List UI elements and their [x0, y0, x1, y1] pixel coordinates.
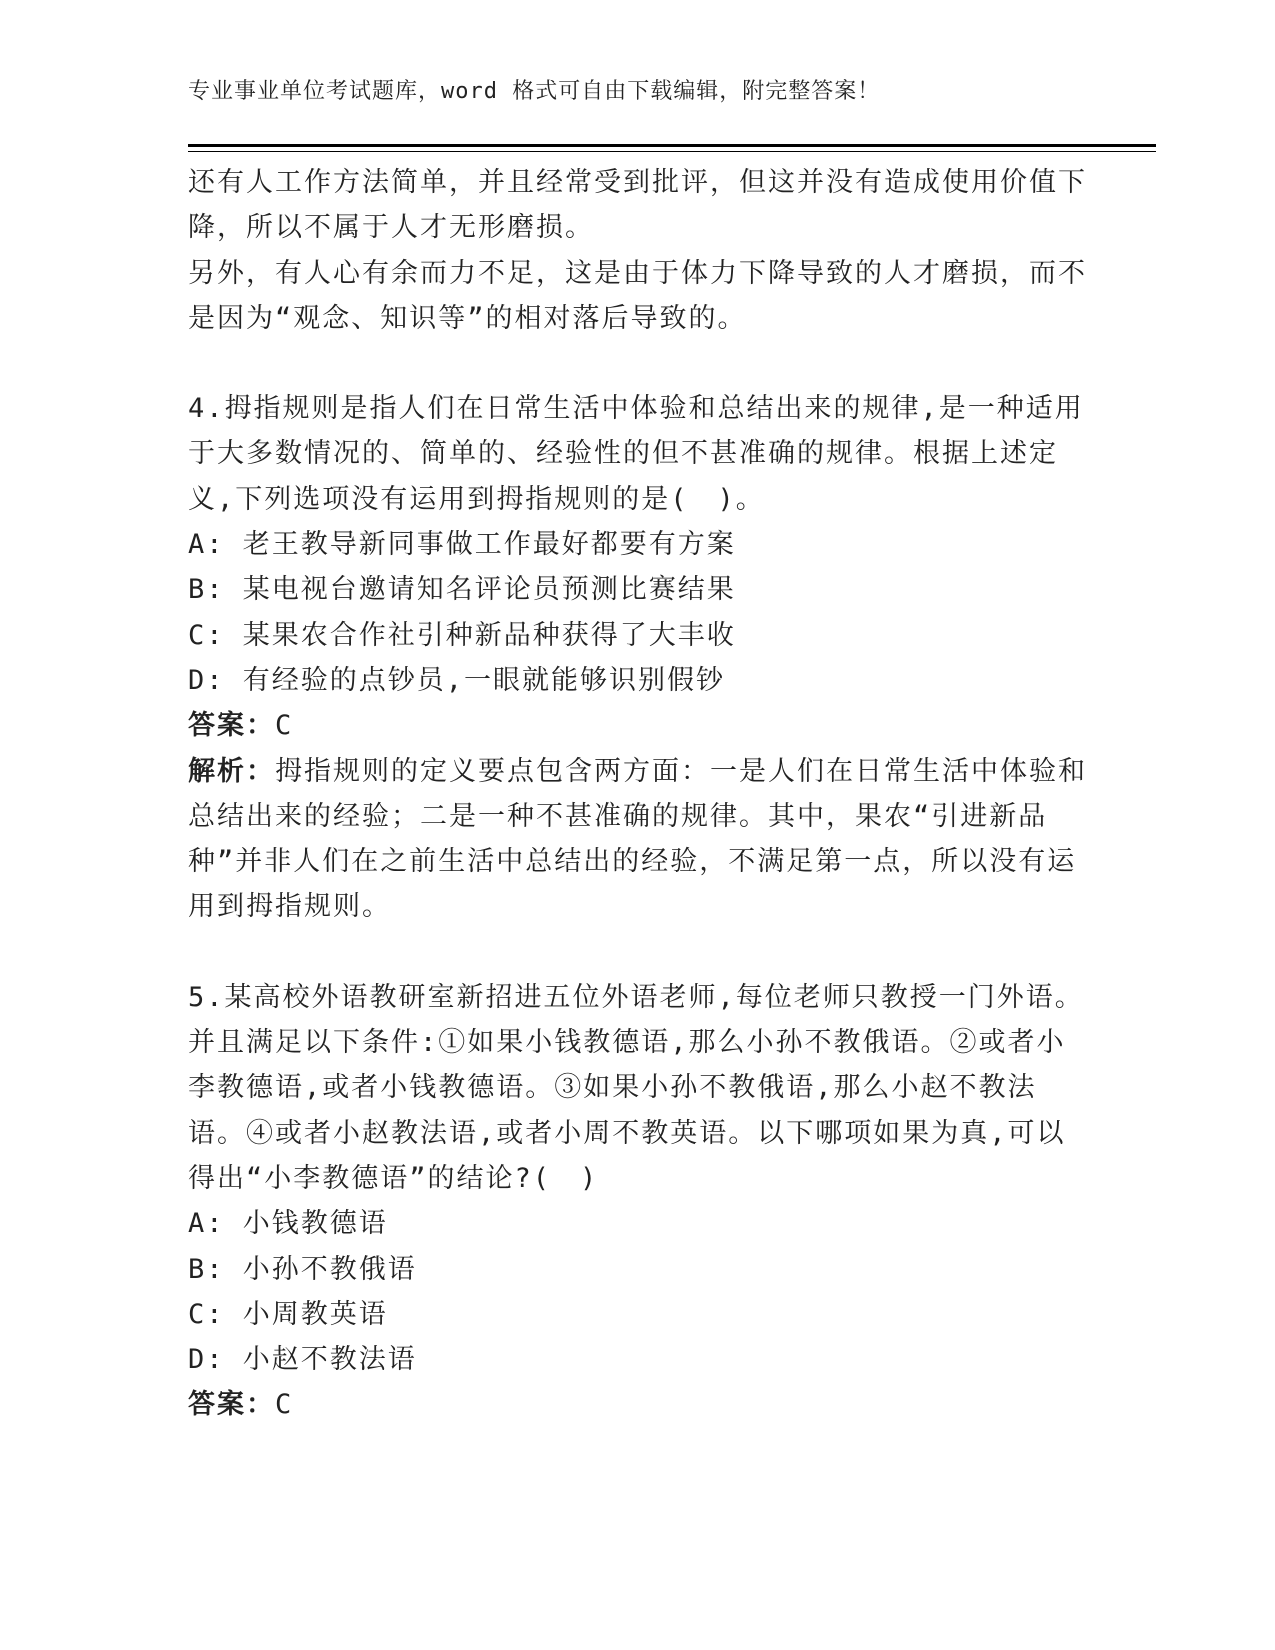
- explanation-label: 解析：: [188, 755, 275, 787]
- question-4: [188, 386, 1088, 930]
- explanation: [188, 749, 1088, 930]
- spacer: [188, 341, 1088, 386]
- option-b: B: 某电视台邀请知名评论员预测比赛结果: [188, 574, 736, 606]
- document-body: [188, 160, 1088, 1428]
- option-d: D: 有经验的点钞员,一眼就能够识别假钞: [188, 664, 726, 696]
- spacer: [188, 930, 1088, 975]
- explanation-text: 拇指规则的定义要点包含两方面：一是人们在日常生活中体验和总结出来的经验；二是一种不甚准确的规律。其中，果农“引进新品种”并非人们在之前生活中总结出的经验，不满足第一点，所以没有运用到拇指规则。: [188, 755, 1087, 923]
- option-a: A: 老王教导新同事做工作最好都要有方案: [188, 529, 736, 561]
- question-stem: 5.某高校外语教研室新招进五位外语老师,每位老师只教授一门外语。并且满足以下条件:①如果小钱教德语,那么小孙不教俄语。②或者小李教德语,或者小钱教德语。③如果小孙不教俄语,那么小赵不教法语。④或者小赵教法语,或者小周不教英语。以下哪项如果为真,可以得出“小李教德语”的结论?( ): [188, 981, 1084, 1194]
- answer-line: [188, 703, 1088, 748]
- header-rule-thin: [188, 151, 1156, 152]
- answer-value: C: [275, 1389, 294, 1421]
- header-rule-thick: [188, 144, 1156, 147]
- answer-label: 答案：: [188, 710, 275, 742]
- continuation-paragraph: 还有人工作方法简单，并且经常受到批评，但这并没有造成使用价值下降，所以不属于人才无形磨损。: [188, 167, 1087, 244]
- option-c: C: 小周教英语: [188, 1298, 388, 1330]
- option-c: C: 某果农合作社引种新品种获得了大丰收: [188, 619, 736, 651]
- question-5: [188, 975, 1088, 1428]
- answer-value: C: [275, 710, 294, 742]
- option-d: D: 小赵不教法语: [188, 1344, 417, 1376]
- option-b: B: 小孙不教俄语: [188, 1253, 417, 1285]
- answer-line: [188, 1382, 1088, 1427]
- page-header: 专业事业单位考试题库，word 格式可自由下载编辑，附完整答案！: [188, 79, 881, 104]
- question-stem: 4.拇指规则是指人们在日常生活中体验和总结出来的规律,是一种适用于大多数情况的、简单的、经验性的但不甚准确的规律。根据上述定义,下列选项没有运用到拇指规则的是( )。: [188, 393, 1084, 515]
- continuation-paragraph: 另外，有人心有余而力不足，这是由于体力下降导致的人才磨损，而不是因为“观念、知识等”的相对落后导致的。: [188, 257, 1087, 334]
- option-a: A: 小钱教德语: [188, 1208, 388, 1240]
- answer-label: 答案：: [188, 1389, 275, 1421]
